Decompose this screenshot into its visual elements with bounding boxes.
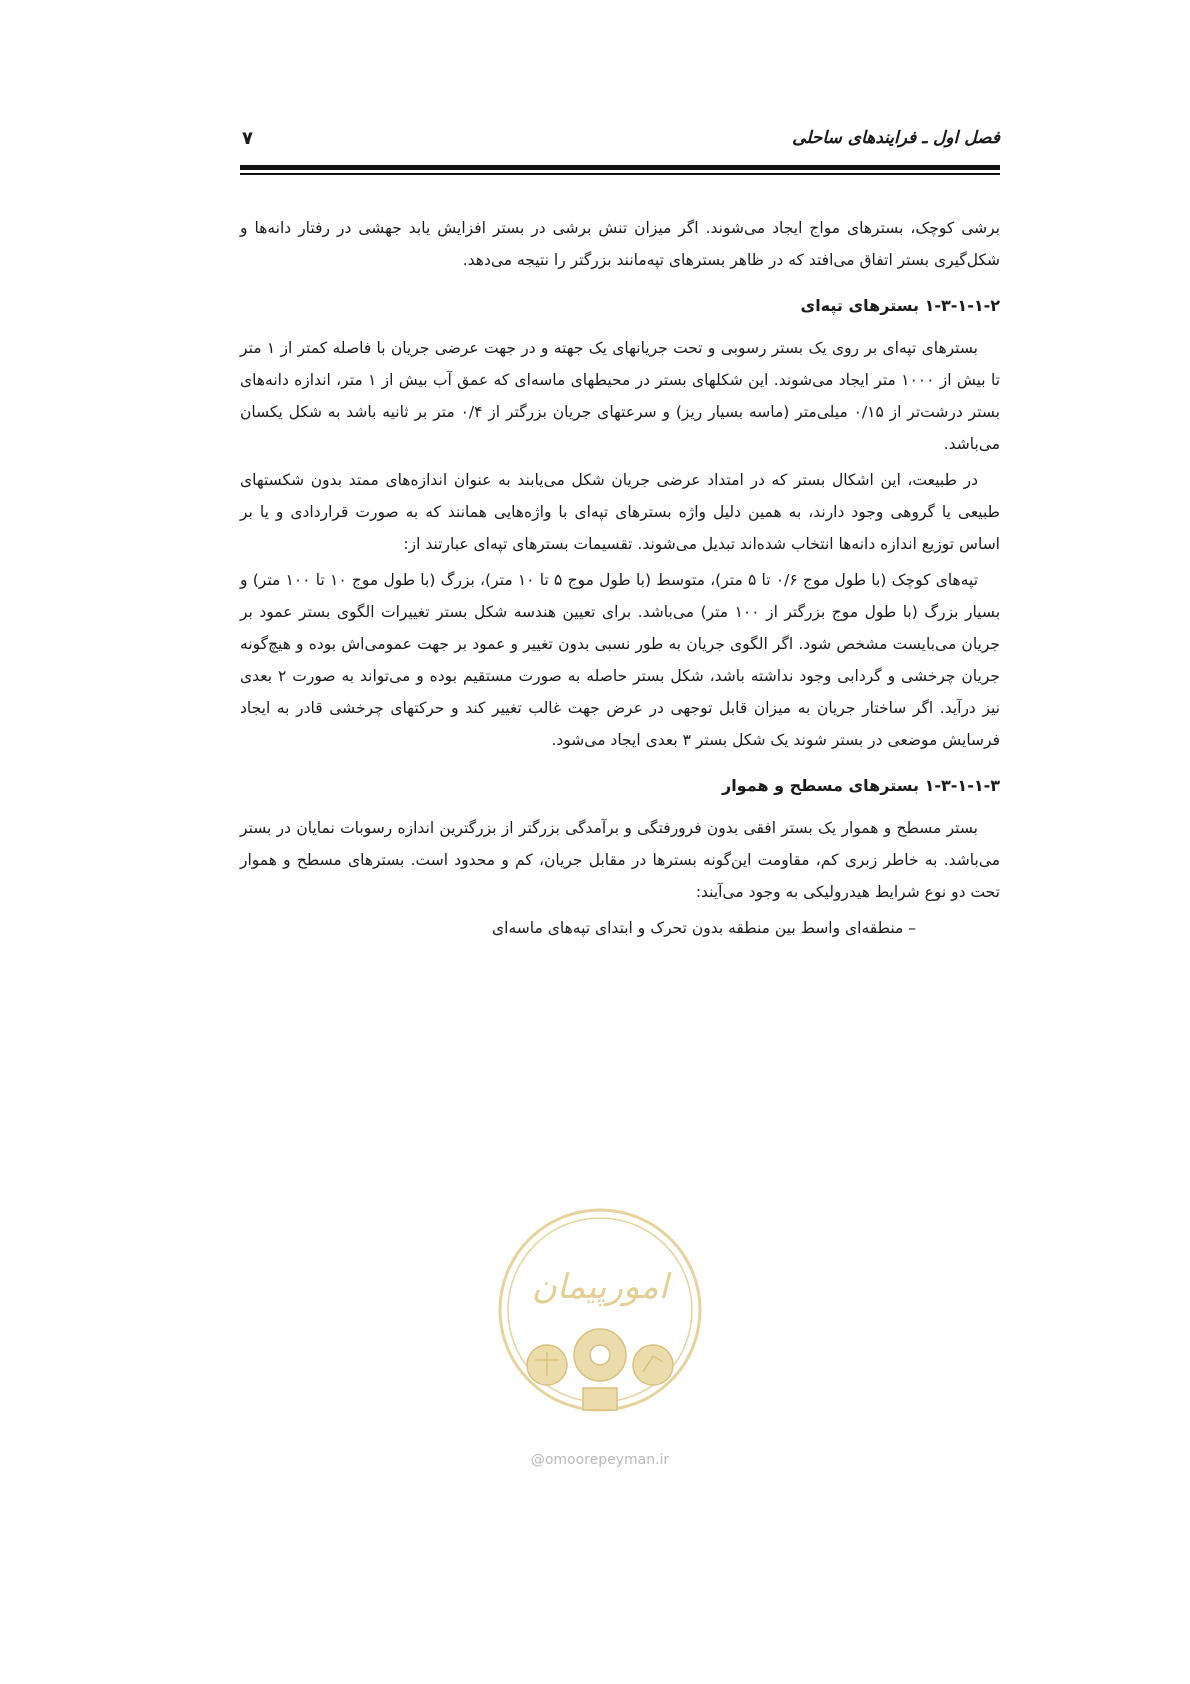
chapter-title: فصل اول ـ فرایندهای ساحلی bbox=[792, 128, 1000, 148]
watermark-logo bbox=[475, 1190, 725, 1440]
watermark-url: @omoorepeyman.ir bbox=[530, 1452, 670, 1468]
body-text bbox=[240, 212, 1000, 948]
excavator-icon bbox=[633, 1345, 673, 1385]
section-heading-hills: ۱-۳-۱-۱-۲ بسترهای تپه‌ای bbox=[800, 296, 1000, 315]
building-icon bbox=[583, 1388, 617, 1410]
header-rule-thin bbox=[240, 173, 1000, 175]
logo-text: امورپیمان bbox=[531, 1267, 669, 1307]
paragraph-5: بستر مسطح و هموار یک بستر افقی بدون فرورفتگی و برآمدگی بزرگتر از بزرگترین اندازه رسوبات نمایان در بستر می‌باشد. به خاطر زبری کم، مقاومت این‌گونه بسترها در مقابل جریان، کم و محدود است. بسترهای مسطح و هموار تحت دو نوع شرایط هیدرولیکی به وجود می‌آیند: bbox=[240, 819, 1000, 901]
bullet-item: – منطقه‌ای واسط بین منطقه بدون تحرک و ابتدای تپه‌های ماسه‌ای bbox=[492, 919, 916, 937]
section-heading-flat-beds: ۱-۳-۱-۱-۳ بسترهای مسطح و هموار bbox=[721, 776, 1000, 795]
paragraph-3: در طبیعت، این اشکال بستر که در امتداد عرضی جریان شکل می‌یابند به عنوان اندازه‌های ممتد بدون شکستهای طبیعی یا گروهی وجود دارند، به همین دلیل واژه بسترهای تپه‌ای با واژه‌هایی همانند که به صورت قراردادی و یا بر اساس توزیع اندازه دانه‌ها انتخاب شده‌اند تبدیل می‌شوند. تقسیمات بسترهای تپه‌ای عبارتند از: bbox=[240, 471, 1000, 553]
paragraph-2: بسترهای تپه‌ای بر روی یک بستر رسوبی و تحت جریانهای یک جهته و در جهت عرضی جریان با فاصله کمتر از ۱ متر تا بیش از ۱۰۰۰ متر ایجاد می‌شوند. این شکلهای بستر در محیطهای ماسه‌ای که عمق آب بیش از ۱ متر، اندازه دانه‌های بستر درشت‌تر از ۰/۱۵ میلی‌متر (ماسه بسیار ریز) و سرعتهای جریان بزرگتر از ۰/۴ متر بر ثانیه باشد به شکل یکسان می‌باشد. bbox=[240, 339, 1000, 453]
scales-icon bbox=[527, 1345, 567, 1385]
header-rule-thick bbox=[240, 165, 1000, 170]
paragraph-4: تپه‌های کوچک (با طول موج ۰/۶ تا ۵ متر)، متوسط (با طول موج ۵ تا ۱۰ متر)، بزرگ (با طول موج ۱۰ تا ۱۰۰ متر) و بسیار بزرگ (با طول موج بزرگتر از ۱۰۰ متر) می‌باشد. برای تعیین هندسه شکل بستر تغییرات الگوی بستر عمود بر جریان می‌بایست مشخص شود. اگر الگوی جریان به طور نسبی بدون تغییر و عمود بر جهت عمومی‌اش بوده و هیچ‌گونه جریان چرخشی و گردابی وجود نداشته باشد، شکل بستر حاصله به صورت مستقیم بوده و می‌تواند به صورت ۲ بعدی نیز درآید. اگر ساختار جریان به میزان قابل توجهی در عرض جهت غالب تغییر کند و حرکتهای چرخشی قادر به ایجاد فرسایش موضعی در بستر شوند یک شکل بستر ۳ بعدی ایجاد می‌شود. bbox=[240, 571, 1001, 749]
paragraph-1: برشی کوچک، بسترهای مواج ایجاد می‌شوند. اگر میزان تنش برشی در بستر افزایش یابد جهشی در رفتار دانه‌ها و شکل‌گیری بستر اتفاق می‌افتد که در ظاهر بسترهای تپه‌مانند بزرگتر را نتیجه می‌دهد. bbox=[240, 219, 1000, 269]
gear-icon bbox=[574, 1329, 626, 1381]
page-number: ۷ bbox=[242, 128, 253, 149]
running-header bbox=[240, 128, 1000, 158]
